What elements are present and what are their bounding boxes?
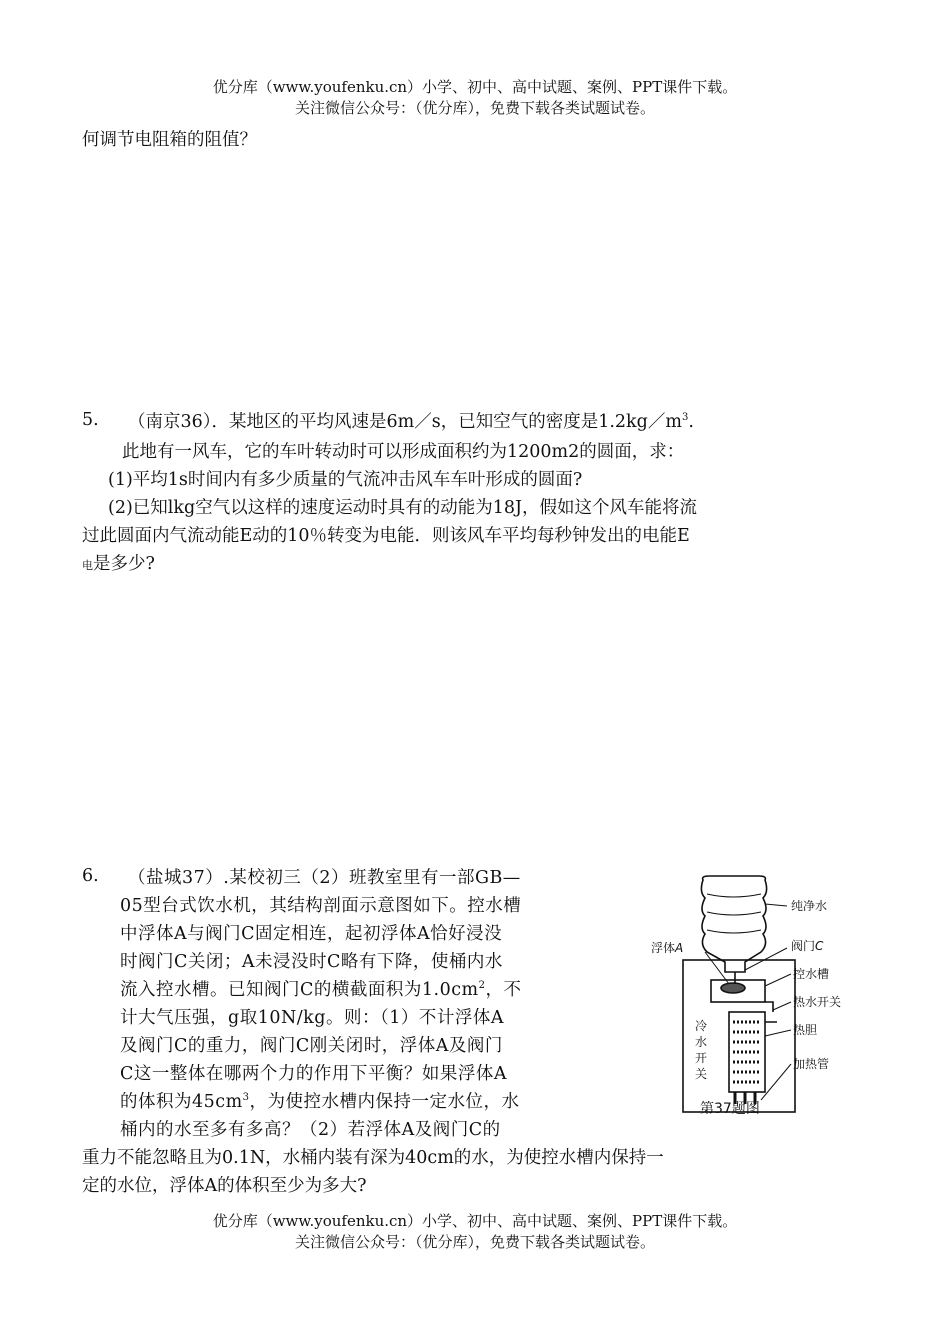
footer-line-2: 关注微信公众号：（优分库），免费下载各类试题试卷。 bbox=[294, 1233, 655, 1251]
q6-line-12: 定的水位，浮体A的体积至少为多大? bbox=[82, 1176, 367, 1196]
float-a bbox=[721, 983, 745, 993]
figure-caption: 第37题图 bbox=[700, 1101, 760, 1117]
header-line-2: 关注微信公众号：（优分库），免费下载各类试题试卷。 bbox=[294, 99, 655, 117]
q5-line-2: 此地有一风车，它的车叶转动时可以形成面积约为1200m2的圆面，求： bbox=[122, 442, 685, 462]
label-cold-switch-1: 冷 bbox=[695, 1019, 708, 1033]
q5-line-6-text: 是多少? bbox=[93, 554, 155, 574]
q6-line-1: （盐城37）.某校初三（2）班教室里有一部GB— bbox=[128, 868, 521, 888]
q6-number: 6. bbox=[82, 866, 99, 886]
q6-line-5a: 流入控水槽。已知阀门C的横截面积为1.0cm bbox=[120, 980, 479, 1000]
q5-line-3: (1)平均1s时间内有多少质量的气流冲击风车车叶形成的圆面? bbox=[108, 470, 583, 490]
label-control-tank: 控水槽 bbox=[793, 967, 830, 981]
label-cold-switch-2: 水 bbox=[695, 1035, 708, 1049]
label-hot-tank: 热胆 bbox=[793, 1023, 818, 1037]
continuation-text: 何调节电阻箱的阻值？ bbox=[82, 130, 257, 150]
q6-line-9a: 的体积为45cm bbox=[120, 1092, 243, 1112]
label-valve-text: 阀门 bbox=[791, 939, 816, 953]
label-hot-switch: 热水开关 bbox=[793, 995, 842, 1009]
q5-line-1 bbox=[128, 410, 694, 434]
q5-line-6 bbox=[82, 552, 155, 578]
water-dispenser-diagram bbox=[651, 872, 853, 1122]
label-cold-switch-4: 关 bbox=[695, 1067, 708, 1081]
q6-line-11: 重力不能忽略且为0.1N，水桶内装有深为40cm的水，为使控水槽内保持一 bbox=[82, 1148, 664, 1168]
q5-line-1b: . bbox=[688, 412, 694, 432]
q6-line-5 bbox=[120, 978, 522, 1002]
water-bottle bbox=[701, 876, 766, 972]
label-cold-switch-3: 开 bbox=[695, 1051, 708, 1065]
q5-line-1-sup: 3 bbox=[681, 412, 689, 423]
label-pure-water: 纯净水 bbox=[791, 899, 828, 913]
q6-line-9 bbox=[120, 1090, 520, 1114]
q6-line-8: C这一整体在哪两个力的作用下平衡？如果浮体A bbox=[120, 1064, 508, 1084]
q6-line-5-sup: 2 bbox=[478, 980, 486, 991]
label-float-var: A bbox=[675, 941, 684, 955]
q6-line-6: 计大气压强，g取10N/kg。则：（1）不计浮体A bbox=[120, 1008, 505, 1028]
header-line-1: 优分库（www.youfenku.cn）小学、初中、高中试题、案例、PPT课件下载。 bbox=[212, 78, 738, 96]
q6-line-4: 时阀门C关闭；A未浸没时C略有下降，使桶内水 bbox=[120, 952, 503, 972]
q5-number: 5. bbox=[82, 410, 99, 430]
q6-line-3: 中浮体A与阀门C固定相连，起初浮体A恰好浸没 bbox=[120, 924, 503, 944]
q5-line-4: (2)已知lkg空气以这样的速度运动时具有的动能为18J，假如这个风车能将流 bbox=[108, 498, 697, 518]
q5-line-5: 过此圆面内气流动能E动的10％转变为电能．则该风车平均每秒钟发出的电能E bbox=[82, 526, 690, 546]
label-valve bbox=[791, 938, 824, 953]
q6-line-5b: ，不 bbox=[485, 980, 522, 1000]
q6-line-9-sup: 3 bbox=[242, 1092, 250, 1103]
label-heater: 加热管 bbox=[793, 1057, 830, 1071]
q5-line-6-sub: 电 bbox=[82, 559, 93, 572]
q6-line-2: 05型台式饮水机，其结构剖面示意图如下。控水槽 bbox=[120, 896, 522, 916]
q5-line-1a: （南京36）．某地区的平均风速是6m／s，已知空气的密度是1.2kg／m bbox=[128, 412, 682, 432]
q6-line-7: 及阀门C的重力，阀门C刚关闭时，浮体A及阀门 bbox=[120, 1036, 503, 1056]
label-float-text: 浮体 bbox=[651, 941, 676, 955]
label-float bbox=[651, 940, 683, 955]
q6-line-10: 桶内的水至多有多高？（2）若浮体A及阀门C的 bbox=[120, 1120, 501, 1140]
label-valve-var: C bbox=[815, 939, 824, 953]
footer-line-1: 优分库（www.youfenku.cn）小学、初中、高中试题、案例、PPT课件下载。 bbox=[212, 1212, 738, 1230]
q6-line-9b: ，为使控水槽内保持一定水位，水 bbox=[249, 1092, 520, 1112]
